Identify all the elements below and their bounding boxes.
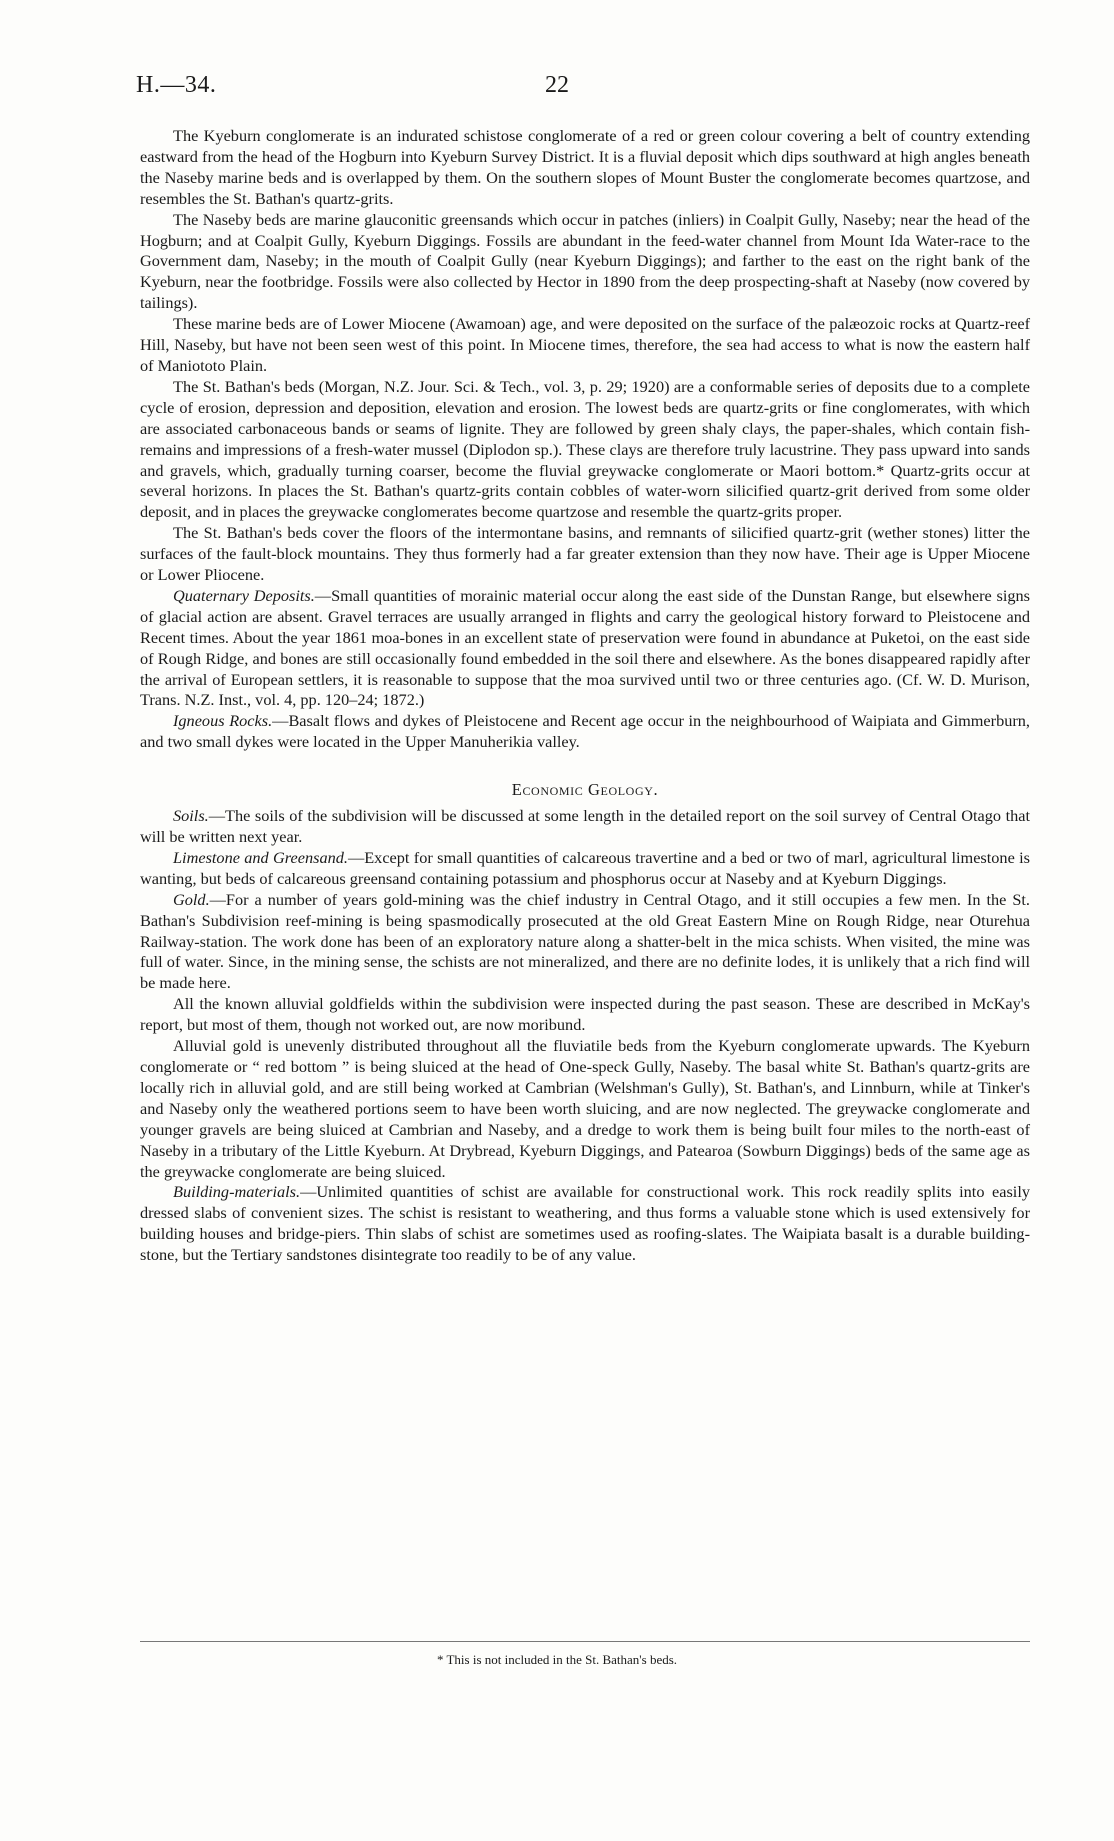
section-heading: Economic Geology. [511, 780, 659, 800]
paragraph-quaternary-deposits: Quaternary Deposits.—Small quantities of morainic material occur along the east side of the Dunstan Range, but elsewhere signs of glacial action are absent. Gravel terraces are usually arranged in flights and carry the geological history forward to Pleistocene and Recent times. About the year 1861 moa-bones in an excellent state of preservation were found in abundance at Puketoi, on the east side of Rough Ridge, and bones are still occasionally found embedded in the soil there and elsewhere. As the bones disappeared rapidly after the arrival of European settlers, it is reasonable to suppose that the moa survived until two or three centuries ago. (Cf. W. D. Murison, Trans. N.Z. Inst., vol. 4, pp. 120–24; 1872.) [140, 585, 1030, 710]
paragraph-limestone: Limestone and Greensand.—Except for small quantities of calcareous travertine and a bed or two of marl, agricultural limestone is wanting, but beds of calcareous greensand containing potassium and phosphorus occur at Naseby and at Kyeburn Diggings. [140, 847, 1030, 888]
paragraph-gold: Gold.—For a number of years gold-mining was the chief industry in Central Otago, and it still occupies a few men. In the St. Bathan's Subdivision reef-mining is being spasmodically prosecuted at the old Great Eastern Mine on Rough Ridge, near Oturehua Railway-station. The work done has been of an exploratory nature along a shatter-belt in the mica schists. When visited, the mine was full of water. Since, in the mining sense, the schists are not mineralized, and there are no definite lodes, it is unlikely that a rich find will be made here. [140, 889, 1030, 993]
paragraph: The Naseby beds are marine glauconitic greensands which occur in patches (inliers) in Coalpit Gully, Naseby; near the head of the Hogburn; and at Coalpit Gully, Kyeburn Diggings. Fossils are abundant in the feed-water channel from Mount Ida Water-race to the Government dam, Naseby; in the mouth of Coalpit Gully (near Kyeburn Diggings); and farther to the east on the right bank of the Kyeburn, near the footbridge. Fossils were also collected by Hector in 1890 from the deep prospecting-shaft at Naseby (now covered by tailings). [140, 209, 1030, 313]
run-in-heading: Building-materials. [173, 1182, 301, 1202]
page-number: 22 [545, 72, 569, 98]
paragraph: The St. Bathan's beds cover the floors of the intermontane basins, and remnants of silicified quartz-grit (wether stones) litter the surfaces of the fault-block mountains. They thus formerly had a far greater extension than they now have. Their age is Upper Miocene or Lower Pliocene. [140, 523, 1030, 585]
body-text [140, 126, 1030, 1266]
paragraph-igneous-rocks: Igneous Rocks.—Basalt flows and dykes of Pleistocene and Recent age occur in the neighbourhood of Waipiata and Gimmerburn, and two small dykes were located in the Upper Manuherikia valley. [140, 711, 1030, 752]
paragraph: The St. Bathan's beds (Morgan, N.Z. Jour. Sci. & Tech., vol. 3, p. 29; 1920) are a conformable series of deposits due to a complete cycle of erosion, depression and deposition, elevation and erosion. The lowest beds are quartz-grits or fine conglomerates, with which are associated carbonaceous bands or seams of lignite. They are followed by green shaly clays, the paper-shales, which contain fish-remains and impressions of a fresh-water mussel (Diplodon sp.). These clays are therefore truly lacustrine. They pass upward into sands and gravels, which, gradually turning coarser, become the fluvial greywacke conglomerate or Maori bottom.* Quartz-grits occur at several horizons. In places the St. Bathan's quartz-grits contain cobbles of water-worn silicified quartz-grit derived from some older deposit, and in places the greywacke conglomerates become quartzose and resemble the quartz-grits proper. [140, 376, 1030, 522]
document-reference: H.—34. [136, 72, 217, 98]
footnote-rule [140, 1641, 1030, 1642]
run-in-heading: Quaternary Deposits. [173, 585, 315, 605]
run-in-heading: Soils. [173, 806, 209, 826]
run-in-heading: Igneous Rocks. [173, 711, 273, 731]
run-in-heading: Gold. [173, 889, 210, 909]
paragraph-building-materials: Building-materials.—Unlimited quantities of schist are available for constructional work. This rock readily splits into easily dressed slabs of convenient sizes. The schist is resistant to weathering, and thus forms a valuable stone which is used extensively for building houses and bridge-piers. Thin slabs of schist are sometimes used as roofing-slates. The Waipiata basalt is a durable building-stone, but the Tertiary sandstones disintegrate too readily to be of any value. [140, 1182, 1030, 1265]
paragraph: All the known alluvial goldfields within the subdivision were inspected during the past season. These are described in McKay's report, but most of them, though not worked out, are now moribund. [140, 994, 1030, 1035]
page-header [0, 72, 1114, 104]
footnote: * This is not included in the St. Bathan's beds. [436, 1652, 678, 1667]
run-in-heading: Limestone and Greensand. [173, 847, 348, 867]
paragraph: These marine beds are of Lower Miocene (Awamoan) age, and were deposited on the surface of the palæozoic rocks at Quartz-reef Hill, Naseby, but have not been seen west of this point. In Miocene times, therefore, the sea had access to what is now the eastern half of Maniototo Plain. [140, 314, 1030, 375]
paragraph: Alluvial gold is unevenly distributed throughout all the fluviatile beds from the Kyeburn conglomerate upwards. The Kyeburn conglomerate or “ red bottom ” is being sluiced at the head of One-speck Gully, Naseby. The basal white St. Bathan's quartz-grits are locally rich in alluvial gold, and are still being worked at Cambrian (Welshman's Gully), St. Bathan's, and Linnburn, while at Tinker's and Naseby only the weathered portions seem to have been worth sluicing, and are now neglected. The greywacke conglomerate and younger gravels are being sluiced at Cambrian and Naseby, and a dredge to work them is being built four miles to the north-east of Naseby in a tributary of the Little Kyeburn. At Drybread, Kyeburn Diggings, and Patearoa (Sowburn Diggings) beds of the same age as the greywacke conglomerate are being sluiced. [140, 1036, 1030, 1181]
paragraph: The Kyeburn conglomerate is an indurated schistose conglomerate of a red or green colour covering a belt of country extending eastward from the head of the Hogburn into Kyeburn Survey District. It is a fluvial deposit which dips southward at high angles beneath the Naseby marine beds and is overlapped by them. On the southern slopes of Mount Buster the conglomerate becomes quartzose, and resembles the St. Bathan's quartz-grits. [140, 126, 1030, 208]
paragraph-soils: Soils.—The soils of the subdivision will be discussed at some length in the detailed report on the soil survey of Central Otago that will be written next year. [140, 806, 1030, 846]
